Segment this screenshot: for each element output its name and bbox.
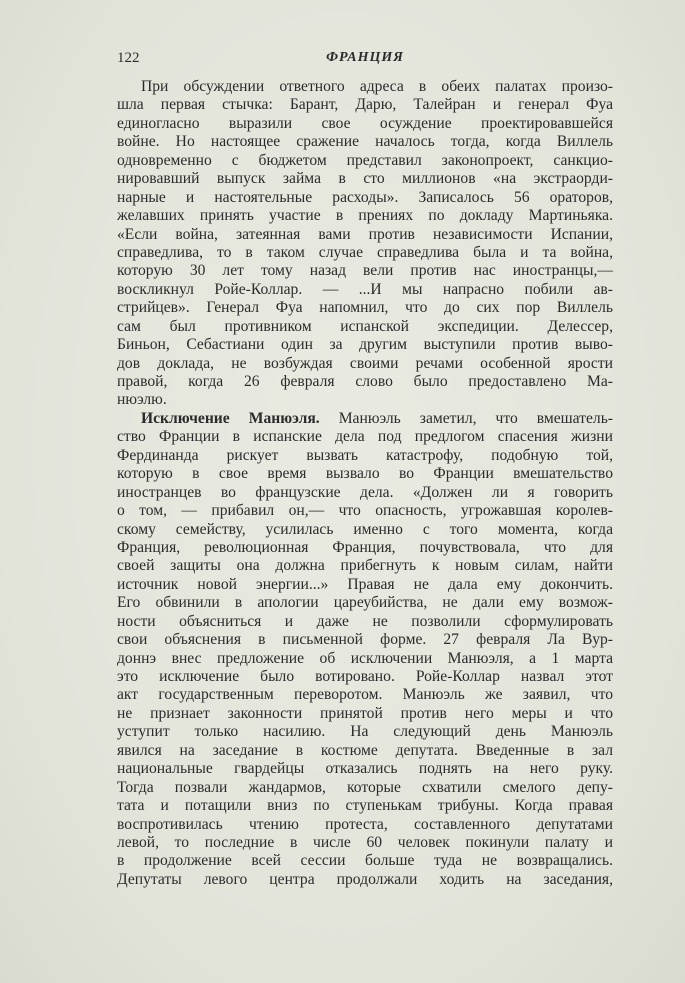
text-line: Его обвинили в апологии цареубийства, не дали ему возмож-: [117, 594, 613, 612]
text-line: одновременно с бюджетом представил законопроект, санкцио-: [117, 151, 613, 169]
text-line: шла первая стычка: Барант, Дарю, Талейран и генерал Фуа: [117, 96, 613, 114]
page-header: [117, 50, 613, 70]
text-line: справедлива, то в таком случае справедлива была и та война,: [117, 243, 613, 261]
text-line: которую 30 лет тому назад вели против нас иностранцы,—: [117, 262, 613, 280]
text-line: сам был противником испанской экспедиции. Делессер,: [117, 317, 613, 335]
text-line: которую в свое время вызвало во Франции вмешательство: [117, 465, 613, 483]
text-line: единогласно выразили свое осуждение проектировавшейся: [117, 114, 613, 132]
text-line: тата и потащили вниз по ступенькам трибуны. Когда правая: [117, 797, 613, 815]
text-line: При обсуждении ответного адреса в обеих палатах произо-: [141, 78, 613, 95]
section-heading: Исключение Манюэля.: [141, 409, 320, 427]
text-line: источник новой энергии...» Правая не дала ему докончить.: [117, 575, 613, 593]
text-line: ство Франции в испанские дела под предлогом спасения жизни: [117, 428, 613, 446]
text-line: это исключение было вотировано. Ройе-Коллар назвал этот: [117, 668, 613, 685]
text-line: национальные гвардейцы отказались поднять на него руку.: [117, 760, 613, 778]
paragraph: [117, 410, 613, 889]
text-line: явился на заседание в костюме депутата. Введенные в зал: [117, 741, 613, 759]
text-line: не признает законности принятой против него меры и что: [117, 704, 613, 722]
text-line: желавших принять участие в прениях по докладу Мартиньяка.: [117, 207, 613, 225]
text-line: своей защиты она должна прибегнуть к новым силам, найти: [117, 557, 613, 575]
text-line: нировавший выпуск займа в сто миллионов «на экстраорди-: [117, 170, 613, 188]
text-line: о том, — прибавил он,— что опасность, угрожавшая королев-: [117, 502, 613, 520]
text-line: нарные и настоятельные расходы». Записалось 56 ораторов,: [117, 188, 613, 206]
text-line: [117, 410, 613, 428]
running-title: ФРАНЦИЯ: [326, 50, 404, 65]
text-line: дов доклада, не возбуждая своими речами особенной ярости: [117, 354, 613, 372]
text-line: Биньон, Себастиани один за другим выступили против выво-: [117, 336, 613, 354]
text-line: доннэ внес предложение об исключении Манюэля, а 1 марта: [117, 649, 613, 667]
page-body-text: [117, 78, 613, 889]
text-line: Тогда позвали жандармов, которые схватили смелого депу-: [117, 778, 613, 796]
text-line: Фердинанда рискует вызвать катастрофу, подобную той,: [117, 446, 613, 464]
text-line: акт государственным переворотом. Манюэль же заявил, что: [117, 686, 613, 704]
text-line: войне. Но настоящее сражение началось тогда, когда Виллель: [117, 133, 613, 151]
text-line: правой, когда 26 февраля слово было предоставлено Ма-: [117, 373, 613, 390]
text-line: стрийцев». Генерал Фуа напомнил, что до сих пор Виллель: [117, 299, 613, 317]
text-line: в продолжение всей сессии больше туда не возвращались.: [117, 852, 613, 870]
text-line: иностранцев во французские дела. «Должен ли я говорить: [117, 483, 613, 501]
text-line: скому семейству, усилилась именно с того момента, когда: [117, 520, 613, 538]
text-line: воспротивилась чтению протеста, составленного депутатами: [117, 815, 613, 833]
text-line: свои объяснения в письменной форме. 27 февраля Ла Вур-: [117, 631, 613, 649]
text-line: «Если война, затеянная вами против независимости Испании,: [117, 225, 613, 243]
paragraph: [117, 78, 613, 410]
text-line: воскликнул Ройе-Коллар. — ...И мы напрасно побили ав-: [117, 280, 613, 298]
page-number: 122: [117, 50, 140, 66]
text-line: нюэлю.: [117, 391, 167, 409]
text-line: ности объясниться и даже не позволили сформулировать: [117, 612, 613, 630]
text-line: Франция, революционная Франция, почувствовала, что для: [117, 538, 613, 556]
text-span: Манюэль заметил, что вмешатель-: [319, 409, 613, 427]
text-line: левой, то последние в числе 60 человек покинули палату и: [117, 833, 613, 851]
text-line: Депутаты левого центра продолжали ходить на заседания,: [117, 870, 613, 888]
text-line: уступит только насилию. На следующий день Манюэль: [117, 723, 613, 741]
